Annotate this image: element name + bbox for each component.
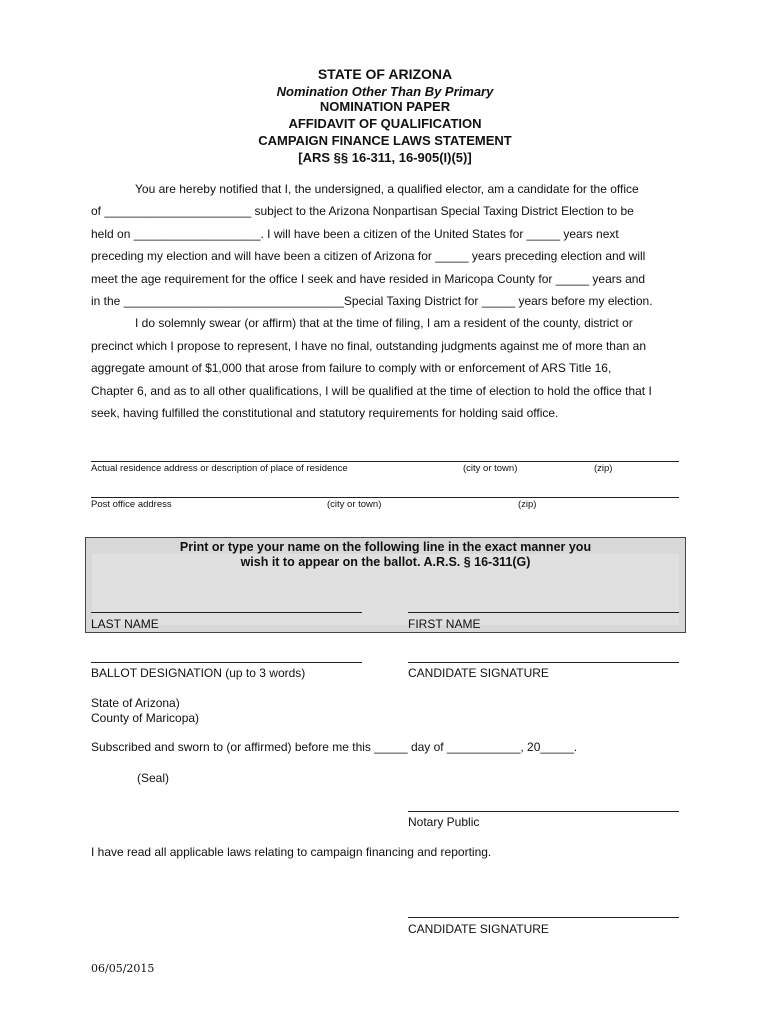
residence-zip-label: (zip) xyxy=(594,463,613,474)
ballot-name-instructions xyxy=(86,540,685,570)
notary-public-label: Notary Public xyxy=(408,815,480,829)
paragraph-line: aggregate amount of $1,000 that arose from failure to comply with or enforcement of ARS Title 16, xyxy=(91,361,612,376)
paragraph-line: Chapter 6, and as to all other qualifications, I will be qualified at the time of election to hold the office that I xyxy=(91,383,652,398)
paragraph-line: in the _________________________________Special Taxing District for _____ years before my election. xyxy=(91,294,653,309)
paragraph-line: You are hereby notified that I, the undersigned, a qualified elector, am a candidate for the office xyxy=(135,182,639,196)
last-name-label: LAST NAME xyxy=(91,617,159,631)
heading-statute: [ARS §§ 16-311, 16-905(I)(5)] xyxy=(298,150,472,165)
heading-nomination-paper: NOMINATION PAPER xyxy=(319,99,451,114)
campaign-finance-acknowledgement: I have read all applicable laws relating to campaign financing and reporting. xyxy=(91,845,492,859)
instructions-line-2: wish it to appear on the ballot. A.R.S. § 16-311(G) xyxy=(240,555,531,569)
last-name-field[interactable] xyxy=(91,612,362,613)
paragraph-line: seek, having fulfilled the constitutional and statutory requirements for holding said office. xyxy=(91,406,559,421)
state-label: State of Arizona) xyxy=(91,696,180,710)
residence-address-label: Actual residence address or description of place of residence xyxy=(91,463,348,474)
heading-affidavit: AFFIDAVIT OF QUALIFICATION xyxy=(288,116,482,131)
ballot-designation-label: BALLOT DESIGNATION (up to 3 words) xyxy=(91,666,306,680)
paragraph-line: of ______________________ subject to the Arizona Nonpartisan Special Taxing District Election to be xyxy=(91,204,634,219)
paragraph-line: precinct which I propose to represent, I have no final, outstanding judgments against me of more than an xyxy=(91,338,646,353)
post-office-address-label: Post office address xyxy=(91,499,172,510)
paragraph-line: held on ___________________. I will have been a citizen of the United States for _____ years next xyxy=(91,226,619,241)
footer-date: 06/05/2015 xyxy=(91,962,155,975)
county-label: County of Maricopa) xyxy=(91,711,200,725)
paragraph-line: preceding my election and will have been a citizen of Arizona for _____ years preceding election and will xyxy=(91,249,646,264)
post-office-address-line[interactable] xyxy=(91,497,679,498)
notification-paragraph xyxy=(91,178,679,424)
candidate-signature-label: CANDIDATE SIGNATURE xyxy=(408,666,549,680)
ballot-designation-field[interactable] xyxy=(91,662,362,663)
heading-campaign-finance: CAMPAIGN FINANCE LAWS STATEMENT xyxy=(258,133,512,148)
paragraph-line: I do solemnly swear (or affirm) that at the time of filing, I am a resident of the county, district or xyxy=(135,316,633,331)
residence-address-line[interactable] xyxy=(91,461,679,462)
post-office-city-label: (city or town) xyxy=(327,499,382,510)
seal-label: (Seal) xyxy=(137,771,170,785)
paragraph-line: meet the age requirement for the office I seek and have resided in Maricopa County for _____ years and xyxy=(91,271,646,286)
candidate-signature-field[interactable] xyxy=(408,662,679,663)
candidate-signature-field-2[interactable] xyxy=(408,917,679,918)
candidate-signature-label-2: CANDIDATE SIGNATURE xyxy=(408,922,549,936)
first-name-label: FIRST NAME xyxy=(408,617,481,631)
document-subtitle: Nomination Other Than By Primary xyxy=(276,84,494,99)
post-office-zip-label: (zip) xyxy=(518,499,537,510)
residence-city-label: (city or town) xyxy=(463,463,518,474)
document-title: STATE OF ARIZONA xyxy=(317,66,453,82)
instructions-line-1: Print or type your name on the following line in the exact manner you xyxy=(179,540,592,554)
sworn-statement: Subscribed and sworn to (or affirmed) before me this _____ day of ___________, 20_____. xyxy=(91,740,578,754)
notary-signature-field[interactable] xyxy=(408,811,679,812)
first-name-field[interactable] xyxy=(408,612,679,613)
ballot-name-box xyxy=(85,537,686,633)
